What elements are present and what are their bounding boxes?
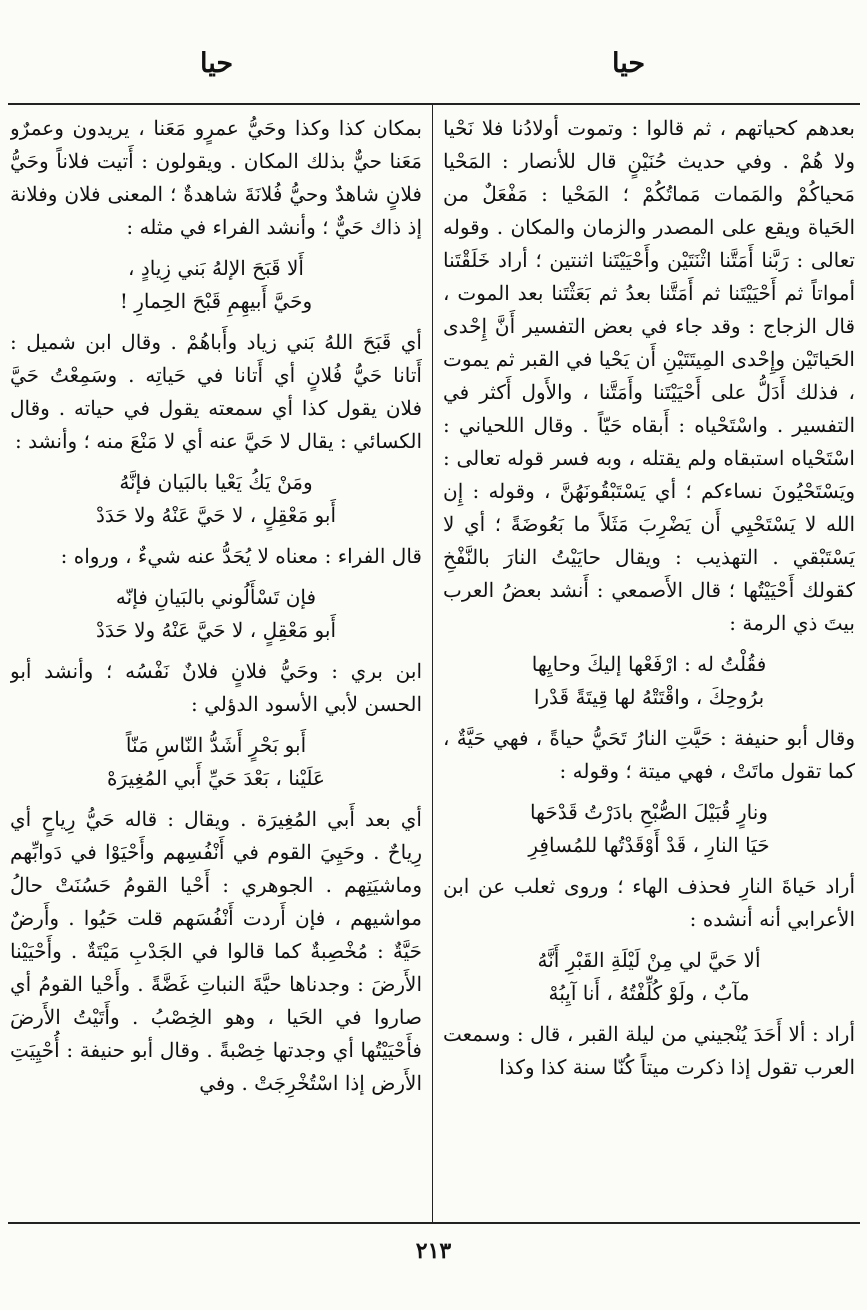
- verse-line: ألا حَيَّ لي مِنْ لَيْلَةِ القَبْرِ أَنَّهُ: [537, 948, 761, 972]
- verse: [10, 729, 422, 795]
- column-divider: [432, 104, 433, 1222]
- verse-line: أَبو مَعْقِلٍ ، لا حَيَّ عَنْهُ ولا حَدَدْ: [96, 503, 336, 527]
- paragraph: أراد حَياةَ النارِ فحذف الهاء ؛ وروى ثعلب عن ابن الأعرابي أنه أنشده :: [443, 874, 855, 931]
- left-column: [10, 112, 422, 1217]
- verse-line: فإن تَسْأَلُوني بالبَيانِ فإنّه: [115, 585, 317, 609]
- headword-left: حيا: [200, 48, 234, 79]
- paragraph: أي بعد أَبي المُغِيرَة . ويقال : قاله حَيُّ رِياحٍ أي رِياحٌ . وحَيِيَ القوم في أَنْفُسِهم وأَحْيَوْا في دَوابِّهم وماشيَتِهم . الجوهري : أَحْيا القومُ حَسُنَتْ حالُ مواشيهم ، فإن أَردت أَنْفُسَهم قلت حَيُوا . وأَرضٌ حَيَّةٌ : مُخْصِبةٌ كما قالوا في الجَدْبِ مَيْتَةٌ . وأَحْيَيْنا الأَرضَ : وجدناها حيَّةَ النباتِ غَضَّةً . وأَحْيا القومُ أي صاروا في الحَيا ، وهو الخِصْبُ . وأَتَيْتُ الأَرضَ فأَحْيَيْتُها أي وجدتها خِصْبةً . وقال أبو حنيفة : أُحْيِيَتِ الأَرض إذا اسْتُخْرِجَتْ . وفي: [10, 807, 422, 1095]
- paragraph: ابن بري : وحَيُّ فلانٍ فلانٌ نَفْسُه ؛ وأنشد أبو الحسن لأبي الأسود الدؤلي :: [10, 659, 422, 716]
- bottom-rule: [8, 1222, 860, 1224]
- verse: [10, 252, 422, 318]
- headword-right: حيا: [612, 48, 646, 79]
- verse: [10, 466, 422, 532]
- verse-line: أَبو بَحْرٍ أَشَدُّ النّاسِ مَنّاً: [125, 733, 307, 757]
- verse-line: حَيَا النارِ ، قَدْ أَوْقَدْتُها للمُسافِرِ: [528, 833, 770, 857]
- verse-line: وحَيَّ أَبيهِمِ قَبْحَ الحِمارِ !: [119, 289, 313, 313]
- verse-line: أَبو مَعْقِلٍ ، لا حَيَّ عَنْهُ ولا حَدَدْ: [96, 618, 336, 642]
- verse-line: أَلا قَبَحَ الإلهُ بَني زِيادٍ ،: [128, 256, 304, 280]
- verse-line: برُوحِكَ ، واقْتَتْهُ لها قِيتَةً قَدْرا: [533, 685, 765, 709]
- paragraph: بمكان كذا وكذا وحَيُّ عمرٍو مَعَنا ، يريدون وعمرٌو مَعَنا حيٌّ بذلك المكان . ويقولون : أَتيت فلاناً وحَيُّ فلانٍ شاهدٌ وحيُّ فُلانَةَ شاهدةٌ ؛ المعنى فلان وفلانة إذ ذاك حَيٌّ ؛ وأنشد الفراء في مثله :: [10, 116, 422, 239]
- page-header: [0, 48, 867, 88]
- verse-line: ومَنْ يَكُ يَعْيا بالبَيان فإنَّهُ: [119, 470, 313, 494]
- paragraph: وقال أبو حنيفة : حَيَّتِ النارُ تَحَيُّ حياةً ، فهي حَيَّةٌ ، كما تقول ماتَتْ ، فهي ميتة ؛ وقوله :: [443, 726, 855, 783]
- right-column: [443, 112, 855, 1217]
- paragraph: أراد : ألا أَحَدَ يُنْجيني من ليلة القبر ، قال : وسمعت العرب تقول إذا ذكرت ميتاً كُنّا سنة كذا وكذا: [443, 1022, 855, 1079]
- verse-line: ونارٍ قُبَيْلَ الصُّبْحِ بادَرْتُ قَدْحَها: [530, 800, 768, 824]
- verse: [443, 944, 855, 1010]
- verse-line: مآبٌ ، ولَوْ كُلِّفْتُهُ ، أَنا آيِبُهْ: [548, 981, 750, 1005]
- verse: [443, 796, 855, 862]
- verse: [443, 648, 855, 714]
- verse-line: فقُلْتُ له : ارْفَعْها إليكَ وحايِها: [531, 652, 767, 676]
- verse: [10, 581, 422, 647]
- top-rule: [8, 103, 860, 105]
- page-number: ٢١٣: [415, 1238, 452, 1264]
- paragraph: قال الفراء : معناه لا يُحَدُّ عنه شيءٌ ، ورواه :: [60, 544, 422, 568]
- verse-line: عَلَيْنا ، بَعْدَ حَيِّ أَبي المُغِيرَهْ: [107, 766, 325, 790]
- paragraph: بعدهم كحياتهم ، ثم قالوا : وتموت أولادُنا فلا نَحْيا ولا هُمْ . وفي حديث حُنَيْنٍ قال للأنصار : المَحْيا مَحياكُمْ والمَمات مَماتُكُمْ ؛ المَحْيا : مَفْعَلٌ من الحَياة ويقع على المصدر والزمان والمكان . وقوله تعالى : رَبَّنا أَمَتَّنا اثْنَتَيْن وأَحْيَيْتَنا اثنتين ؛ أراد خَلَقْتَنا أمواتاً ثم أَحْيَيْتَنا ثم أَمَتَّنا بعدُ ثم بَعَثْتَنا بعد الموت ، قال الزجاج : وقد جاء في بعض التفسير أَنَّ إِحْدى الحَياتَيْن وإِحْدى المِيتَتَيْنِ أَن يَحْيا في القبر ثم يموت ، فذلك أَدَلُّ على أَحْيَيْتَنا وأَمَتَّنا ، والأَول أَكثر في التفسير . واسْتَحْياه : أَبقاه حَيّاً . وقال اللحياني : اسْتَحْياه استبقاه ولم يقتله ، وبه فسر قوله تعالى : ويَسْتَحْيُونَ نساءكم ؛ أي يَسْتَبْقُونَهُنَّ ، وقوله : إِن الله لا يَسْتَحْيِي أَن يَضْرِبَ مَثَلاً ما بَعُوضَةً ؛ أي لا يَسْتَبْقي . التهذيب : ويقال حايَيْتُ النارَ بالنَّفْخِ كقولك أَحْيَيْتُها ؛ قال الأَصمعي : أَنشد بعضُ العرب بيتَ ذي الرمة :: [443, 116, 855, 635]
- paragraph: أي قَبَحَ اللهُ بَني زياد وأَباهُمْ . وقال ابن شميل : أَتانا حَيُّ فُلانٍ أي أَتانا في حَياتِه . وسَمِعْتُ حَيَّ فلان يقول كذا أي سمعته يقول في حياته . وقال الكسائي : يقال لا حَيَّ عنه أي لا مَنْعَ منه ؛ وأنشد :: [10, 330, 422, 453]
